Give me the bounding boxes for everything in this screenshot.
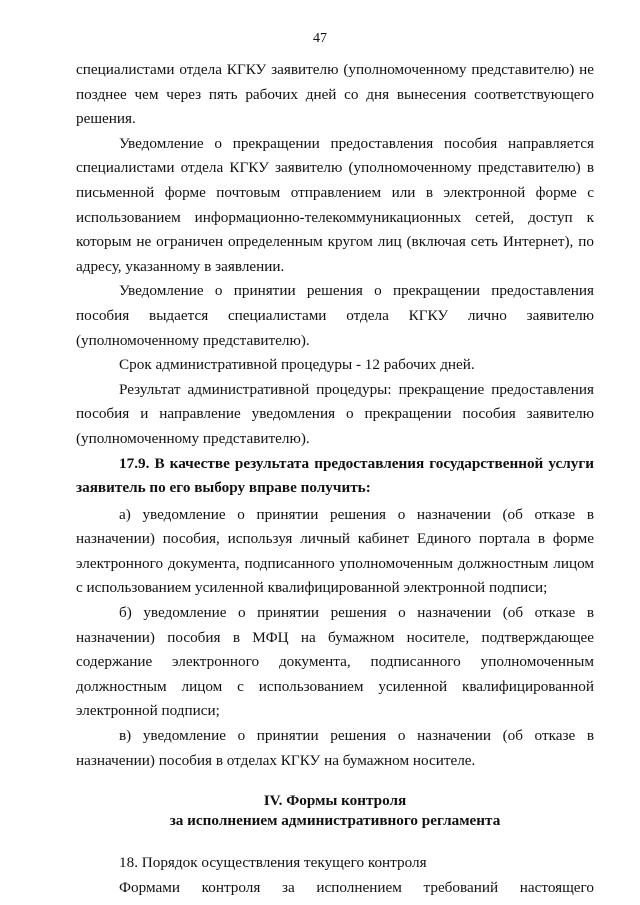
list-item-v: в) уведомление о принятии решения о назначении (об отказе в назначении) пособия в отделах КГКУ на бумажном носителе. — [76, 727, 594, 769]
paragraph-procedure-term: Срок административной процедуры - 12 рабочих дней. — [119, 356, 475, 374]
paragraph-control-forms: Формами контроля за исполнением требований настоящего — [119, 878, 594, 896]
list-item-a: а) уведомление о принятии решения о назначении (об отказе в назначении) пособия, используя личный кабинет Единого портала в форме электронного документа, подписанного уполномоченным должностным лицом с использованием усиленной квалифицированной электронной подписи; — [76, 505, 594, 597]
document-body — [76, 58, 594, 900]
paragraph-continuation: специалистами отдела КГКУ заявителю (уполномоченному представителю) не позднее чем через пять рабочих дней со дня вынесения соответствующего решения. — [76, 61, 594, 128]
section-title-line2: за исполнением административного регламента — [169, 812, 501, 830]
section-title-line1: IV. Формы контроля — [263, 792, 407, 810]
paragraph-18-heading: 18. Порядок осуществления текущего контроля — [119, 854, 427, 872]
list-item-b: б) уведомление о принятии решения о назначении (об отказе в назначении) пособия в МФЦ на бумажном носителе, подтверждающее содержание электронного документа, подписанного уполномоченным должностным лицом с использованием усиленной квалифицированной электронной подписи; — [76, 604, 594, 720]
paragraph-notice-termination: Уведомление о прекращении предоставления пособия направляется специалистами отдела КГКУ заявителю (уполномоченному представителю) в письменной форме почтовым отправлением или в электронной форме с использованием информационно-телекоммуникационных сетей, доступ к которым не ограничен определенным кругом лиц (включая сеть Интернет), по адресу, указанному в заявлении. — [76, 134, 594, 275]
paragraph-procedure-result: Результат административной процедуры: прекращение предоставления пособия и направление уведомления о прекращении пособия заявителю (уполномоченному представителю). — [76, 380, 594, 447]
paragraph-17-9-heading: 17.9. В качестве результата предоставления государственной услуги заявитель по его выбору вправе получить: — [76, 454, 594, 497]
section-title — [76, 791, 594, 831]
page-number: 47 — [313, 31, 327, 46]
paragraph-notice-issued: Уведомление о принятии решения о прекращении предоставления пособия выдается специалистами отдела КГКУ лично заявителю (уполномоченному представителю). — [76, 282, 594, 349]
